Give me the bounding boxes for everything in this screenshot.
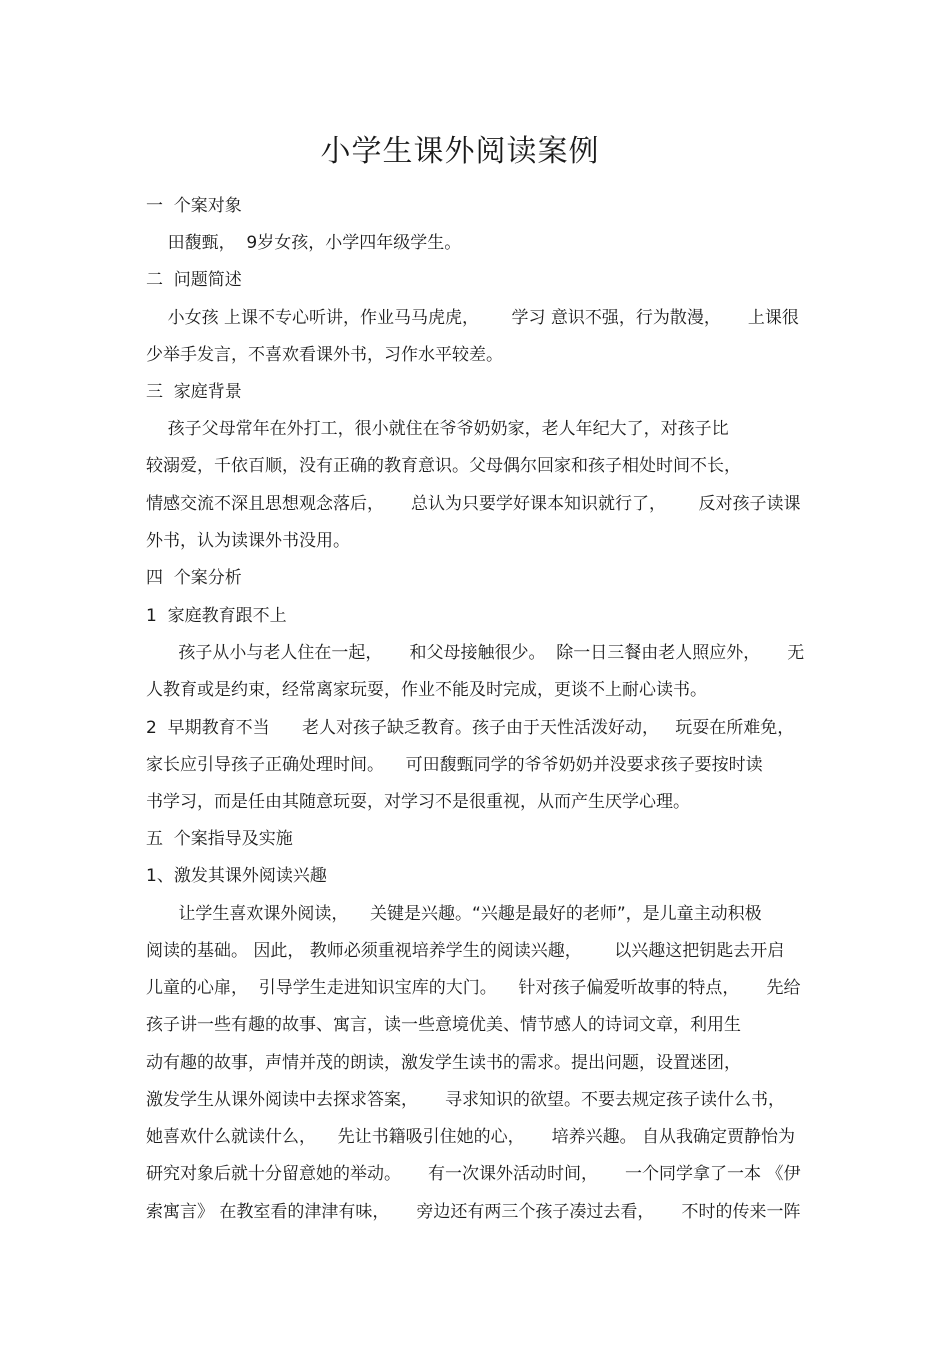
text-line: 较溺爱，千依百顺，没有正确的教育意识。父母偶尔回家和孩子相处时间不长， — [146, 456, 741, 476]
text-line: 让学生喜欢课外阅读， 关键是兴趣。“兴趣是最好的老师”，是儿童主动积极 — [146, 904, 762, 924]
document-title: 小学生课外阅读案例 — [320, 134, 600, 170]
text-line: 动有趣的故事，声情并茂的朗读，激发学生读书的需求。提出问题，设置迷团， — [146, 1053, 741, 1073]
text-line: 三 家庭背景 — [146, 382, 242, 402]
text-line: 索寓言》 在教室看的津津有味， 旁边还有两三个孩子凑过去看， 不时的传来一阵 — [146, 1202, 801, 1222]
text-line: 四 个案分析 — [146, 568, 242, 588]
text-line: 少举手发言，不喜欢看课外书，习作水平较差。 — [146, 345, 503, 365]
text-line: 研究对象后就十分留意她的举动。 有一次课外活动时间， 一个同学拿了一本 《伊 — [146, 1164, 801, 1184]
text-line: 激发学生从课外阅读中去探求答案， 寻求知识的欲望。不要去规定孩子读什么书， — [146, 1090, 786, 1110]
text-line: 五 个案指导及实施 — [146, 829, 293, 849]
text-line: 田馥甄， 9岁女孩，小学四年级学生。 — [146, 233, 462, 253]
text-line: 一 个案对象 — [146, 196, 242, 216]
text-line: 2 早期教育不当 老人对孩子缺乏教育。孩子由于天性活泼好动， 玩耍在所难免， — [146, 718, 795, 738]
text-line: 她喜欢什么就读什么， 先让书籍吸引住她的心， 培养兴趣。 自从我确定贾静怡为 — [146, 1127, 796, 1147]
text-line: 阅读的基础。 因此， 教师必须重视培养学生的阅读兴趣， 以兴趣这把钥匙去开启 — [146, 941, 785, 961]
text-line: 孩子从小与老人住在一起， 和父母接触很少。 除一日三餐由老人照应外， 无 — [146, 643, 805, 663]
text-line: 孩子讲一些有趣的故事、寓言，读一些意境优美、情节感人的诗词文章，利用生 — [146, 1015, 741, 1035]
text-line: 1、激发其课外阅读兴趣 — [146, 866, 327, 886]
text-line: 外书，认为读课外书没用。 — [146, 531, 350, 551]
text-line: 孩子父母常年在外打工，很小就住在爷爷奶奶家，老人年纪大了，对孩子比 — [146, 419, 729, 439]
text-line: 小女孩 上课不专心听讲，作业马马虎虎， 学习 意识不强，行为散漫， 上课很 — [146, 308, 799, 328]
text-line: 书学习，而是任由其随意玩耍，对学习不是很重视，从而产生厌学心理。 — [146, 792, 690, 812]
text-line: 家长应引导孩子正确处理时间。 可田馥甄同学的爷爷奶奶并没要求孩子要按时读 — [146, 755, 763, 775]
text-line: 二 问题简述 — [146, 270, 242, 290]
text-line: 1 家庭教育跟不上 — [146, 606, 287, 626]
text-line: 儿童的心扉， 引导学生走进知识宝库的大门。 针对孩子偏爱听故事的特点， 先给 — [146, 978, 801, 998]
text-line: 人教育或是约束，经常离家玩耍，作业不能及时完成，更谈不上耐心读书。 — [146, 680, 707, 700]
text-line: 情感交流不深且思想观念落后， 总认为只要学好课本知识就行了， 反对孩子读课 — [146, 494, 801, 514]
